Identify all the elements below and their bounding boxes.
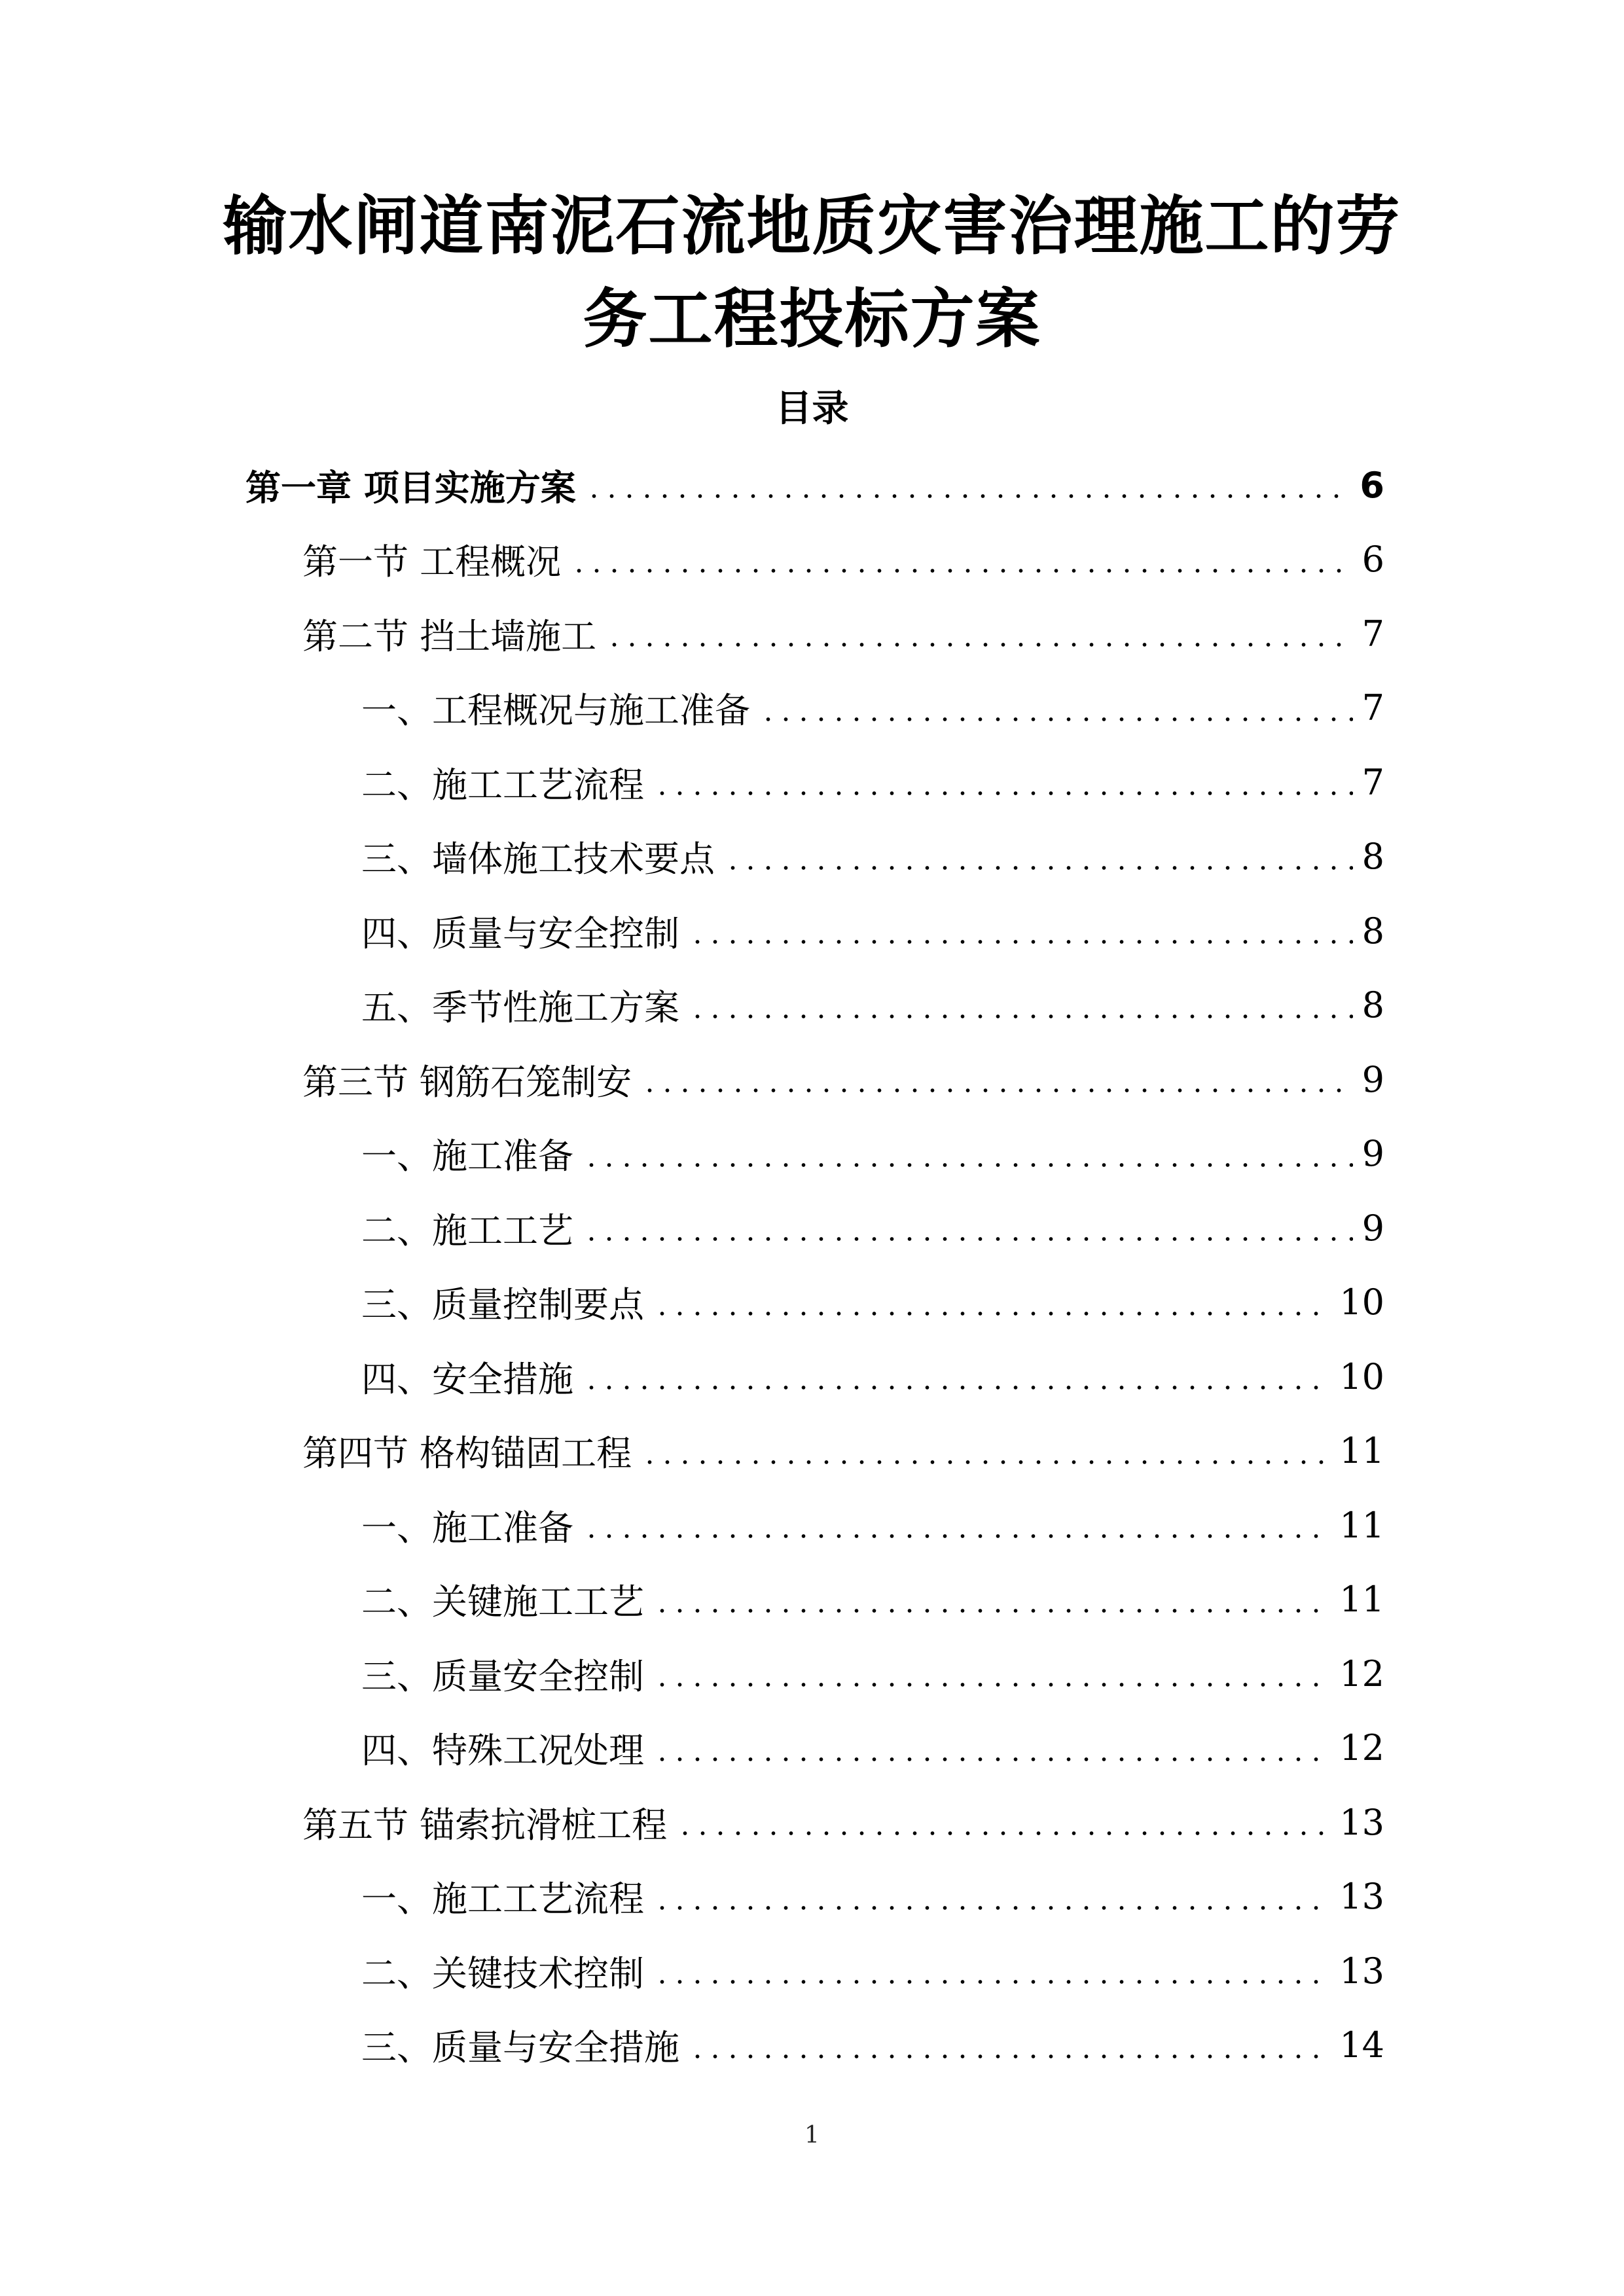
toc-dot-leader xyxy=(724,863,1353,872)
toc-entry[interactable] xyxy=(361,1637,1384,1710)
toc-entry-page: 13 xyxy=(1339,1801,1384,1843)
toc-entry[interactable] xyxy=(361,2009,1384,2082)
toc-entry-page: 11 xyxy=(1339,1504,1384,1546)
toc-dot-leader xyxy=(653,789,1353,798)
toc-entry-page: 6 xyxy=(1360,464,1384,506)
toc-dot-leader xyxy=(653,1755,1330,1764)
toc-dot-leader xyxy=(583,1532,1330,1541)
toc-entry-label: 第一章 项目实施方案 xyxy=(245,467,576,509)
toc-entry-page: 9 xyxy=(1362,1058,1384,1100)
toc-entry-label: 一、施工工艺流程 xyxy=(361,1878,644,1920)
toc-entry-page: 6 xyxy=(1362,539,1384,580)
toc-dot-leader xyxy=(583,1160,1353,1170)
toc-entry-page: 9 xyxy=(1362,1207,1384,1249)
toc-entry[interactable] xyxy=(302,597,1384,670)
title-line-2: 务工程投标方案 xyxy=(583,282,1041,357)
toc-entry[interactable] xyxy=(361,672,1384,745)
toc-entry-label: 一、工程概况与施工准备 xyxy=(361,690,750,731)
toc-dot-leader xyxy=(653,1680,1330,1689)
toc-entry-page: 8 xyxy=(1362,836,1384,877)
toc-entry-page: 7 xyxy=(1362,613,1384,655)
toc-entry-label: 一、施工准备 xyxy=(361,1136,573,1177)
toc-entry-page: 14 xyxy=(1339,2024,1384,2066)
toc-entry[interactable] xyxy=(245,448,1384,522)
toc-entry-page: 8 xyxy=(1362,910,1384,952)
toc-entry-label: 五、季节性施工方案 xyxy=(361,987,679,1028)
toc-entry[interactable] xyxy=(361,1340,1384,1413)
toc-entry[interactable] xyxy=(361,1191,1384,1265)
toc-entry[interactable] xyxy=(361,894,1384,967)
toc-entry-label: 第二节 挡土墙施工 xyxy=(302,615,597,657)
title-line-1: 输水闸道南泥石流地质灾害治理施工的劳 xyxy=(223,189,1401,264)
toc-entry-page: 12 xyxy=(1339,1727,1384,1768)
toc-dot-leader xyxy=(689,2052,1330,2061)
toc-entry-label: 四、质量与安全控制 xyxy=(361,912,679,954)
toc-entry-page: 11 xyxy=(1339,1579,1384,1620)
toc-entry-label: 三、质量安全控制 xyxy=(361,1655,644,1697)
toc-entry-page: 12 xyxy=(1339,1653,1384,1695)
toc-entry[interactable] xyxy=(302,523,1384,596)
toc-heading: 目录 xyxy=(775,387,849,430)
toc-entry-page: 7 xyxy=(1362,687,1384,728)
toc-dot-leader xyxy=(653,1309,1330,1318)
toc-entry[interactable] xyxy=(361,1488,1384,1562)
toc-entry-page: 10 xyxy=(1339,1282,1384,1323)
toc-dot-leader xyxy=(583,1383,1330,1392)
toc-entry-label: 二、关键技术控制 xyxy=(361,1952,644,1994)
toc-entry-page: 8 xyxy=(1362,984,1384,1026)
toc-entry[interactable] xyxy=(361,1860,1384,1933)
toc-dot-leader xyxy=(583,1234,1353,1244)
toc-entry[interactable] xyxy=(361,1266,1384,1339)
toc-entry-label: 第一节 工程概况 xyxy=(302,541,562,583)
toc-entry-label: 四、特殊工况处理 xyxy=(361,1730,644,1771)
toc-entry-page: 9 xyxy=(1362,1133,1384,1174)
toc-entry-label: 三、质量控制要点 xyxy=(361,1284,644,1325)
toc-entry[interactable] xyxy=(361,1117,1384,1191)
toc-entry[interactable] xyxy=(361,820,1384,893)
toc-entry-label: 二、施工工艺 xyxy=(361,1210,573,1251)
toc-entry-page: 13 xyxy=(1339,1876,1384,1917)
toc-dot-leader xyxy=(653,1977,1330,1986)
toc-dot-leader xyxy=(570,566,1352,575)
toc-entry[interactable] xyxy=(302,1043,1384,1116)
toc-dot-leader xyxy=(689,1012,1353,1021)
toc-dot-leader xyxy=(641,1458,1330,1467)
toc-dot-leader xyxy=(653,1606,1330,1615)
toc-entry-label: 第五节 锚索抗滑桩工程 xyxy=(302,1804,668,1846)
toc-entry[interactable] xyxy=(361,1712,1384,1785)
toc-dot-leader xyxy=(605,640,1352,649)
toc-entry-page: 7 xyxy=(1362,761,1384,803)
toc-entry-label: 三、墙体施工技术要点 xyxy=(361,838,715,880)
toc-dot-leader xyxy=(759,715,1353,724)
toc-dot-leader xyxy=(641,1086,1352,1095)
toc-dot-leader xyxy=(689,937,1353,946)
toc-entry-label: 三、质量与安全措施 xyxy=(361,2027,679,2068)
document-title xyxy=(0,180,1624,366)
toc-entry[interactable] xyxy=(302,1785,1384,1859)
toc-entry-label: 一、施工准备 xyxy=(361,1507,573,1549)
toc-dot-leader xyxy=(653,1903,1330,1912)
toc-entry[interactable] xyxy=(361,1934,1384,2007)
toc-entry-page: 10 xyxy=(1339,1355,1384,1397)
toc-entry-label: 四、安全措施 xyxy=(361,1358,573,1400)
toc-entry-label: 二、施工工艺流程 xyxy=(361,764,644,806)
toc-dot-leader xyxy=(585,492,1351,501)
toc-entry[interactable] xyxy=(361,745,1384,819)
toc-entry[interactable] xyxy=(361,1563,1384,1636)
toc-entry-page: 11 xyxy=(1339,1430,1384,1471)
page-number: 1 xyxy=(804,2122,820,2149)
toc-dot-leader xyxy=(676,1829,1330,1838)
toc-entry-label: 第三节 钢筋石笼制安 xyxy=(302,1061,632,1103)
toc-entry[interactable] xyxy=(302,1414,1384,1488)
toc-entry-page: 13 xyxy=(1339,1950,1384,1992)
toc-entry-label: 二、关键施工工艺 xyxy=(361,1581,644,1623)
toc-entry[interactable] xyxy=(361,969,1384,1042)
toc-entry-label: 第四节 格构锚固工程 xyxy=(302,1433,632,1474)
